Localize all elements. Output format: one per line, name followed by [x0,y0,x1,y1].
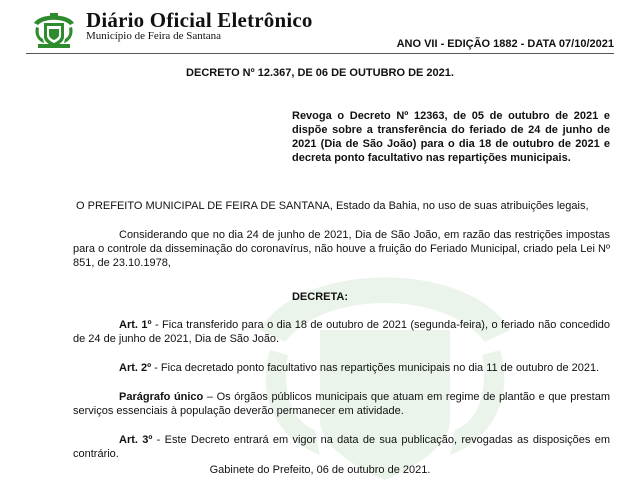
decree-ementa: Revoga o Decreto Nº 12363, de 05 de outubro de 2021 e dispõe sobre a transferência do feriado de 24 de junho de 2021 (Dia de São João) para o dia 18 de outubro de 2021 e decreta ponto facultativo nas repartições municipais. [292,110,610,164]
considering-text: Considerando que no dia 24 de junho de 2021, Dia de São João, em razão das restrições impostas para o controle da disseminação do coronavírus, não houve a fruição do Feriado Municipal, criado pela Lei Nº 851, de 23.10.1978, [73,229,610,269]
article-1-text: - Fica transferido para o dia 18 de outubro de 2021 (segunda-feira), o feriado não concedido de 24 de junho de 2021, Dia de São João. [73,319,611,345]
article-3 [73,433,610,461]
article-2 [73,361,610,375]
sole-paragraph-label: Parágrafo único [119,391,204,403]
sole-paragraph [73,390,610,418]
decree-title: DECRETO Nº 12.367, DE 06 DE OUTUBRO DE 2021. [186,67,454,79]
edition-info: ANO VII - EDIÇÃO 1882 - DATA 07/10/2021 [396,38,614,50]
article-3-label: Art. 3º [119,434,153,446]
signature-line: Gabinete do Prefeito, 06 de outubro de 2021. [209,464,431,476]
article-3-text: - Este Decreto entrará em vigor na data de sua publicação, revogadas as disposições em contrário. [73,434,610,460]
preamble-paragraph: O PREFEITO MUNICIPAL DE FEIRA DE SANTANA, Estado da Bahia, no uso de suas atribuições legais, [76,200,589,212]
article-2-text: - Fica decretado ponto facultativo nas repartições municipais no dia 11 de outubro de 2021. [151,362,600,374]
considering-paragraph [73,228,610,270]
article-1 [73,318,610,346]
article-1-label: Art. 1º [119,319,152,331]
decreta-heading: DECRETA: [291,291,348,303]
article-2-label: Art. 2º [119,362,152,374]
newspaper-title: Diário Oficial Eletrônico [86,8,313,32]
municipality-subtitle: Município de Feira de Santana [86,30,222,42]
sole-paragraph-text: – Os órgãos públicos municipais que atuam em regime de plantão e que prestam serviços essenciais à população deverão permanecer em atividade. [73,391,610,417]
